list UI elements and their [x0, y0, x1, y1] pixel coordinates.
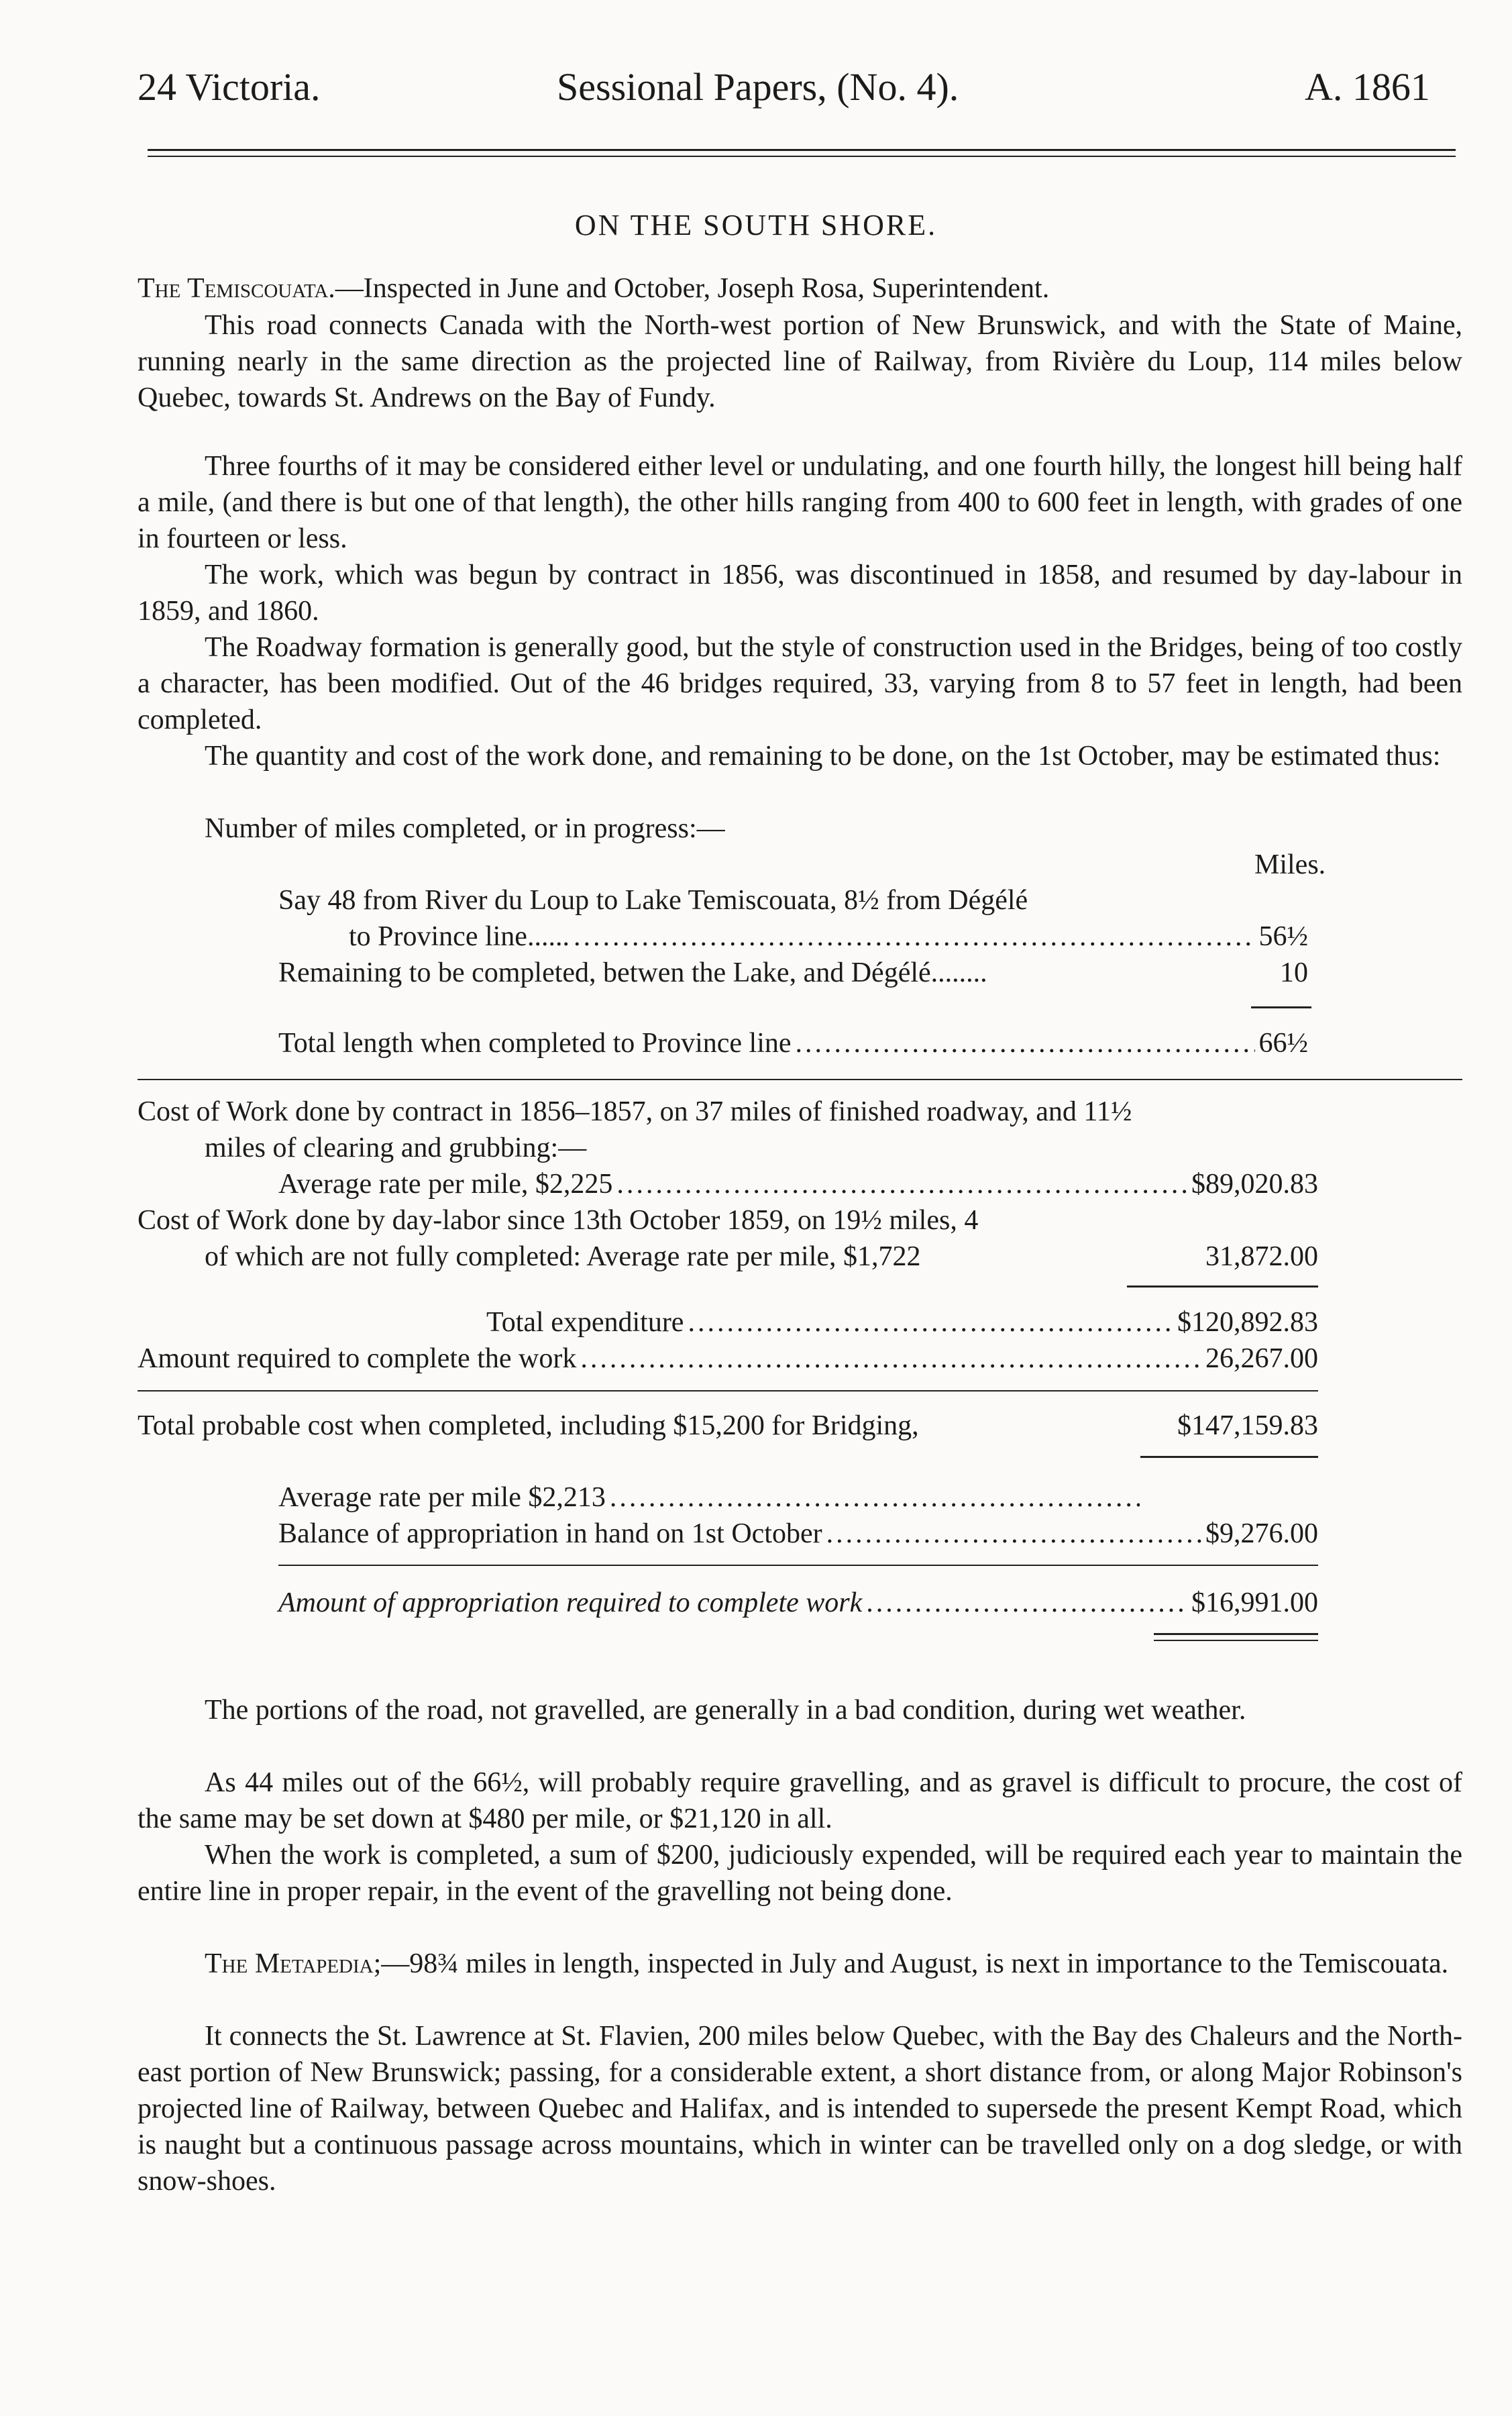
- header-rule-top: [148, 149, 1456, 151]
- total-expenditure-label: Total expenditure: [486, 1307, 684, 1338]
- amount-required-value: 26,267.00: [1205, 1343, 1318, 1374]
- paragraph: When the work is completed, a sum of $200, judiciously expended, will be required each year to maintain the entire line in proper repair, in the event of the gravelling not being done.: [138, 1840, 1462, 1907]
- temiscouata-intro: —Inspected in June and October, Joseph Rosa, Superintendent.: [335, 273, 1050, 304]
- section-title: ON THE SOUTH SHORE.: [574, 209, 938, 242]
- header-volume: 24 Victoria.: [138, 65, 321, 109]
- miles-total-row: [278, 1025, 1308, 1061]
- probable-cost-row: [138, 1408, 1318, 1444]
- miles-total-value: 66½: [1258, 1028, 1308, 1059]
- miles-row-2: [278, 955, 1308, 991]
- paragraph: Number of miles completed, or in progress:—: [205, 813, 725, 844]
- cost-sum-rule-1: [1127, 1285, 1318, 1288]
- header-year: A. 1861: [1305, 65, 1430, 109]
- average-rate-row: [278, 1479, 1144, 1516]
- miles-row-2-value: 10: [1280, 957, 1308, 988]
- daylabor-value: 31,872.00: [1205, 1241, 1318, 1272]
- final-sum-rule-1: [1154, 1633, 1318, 1635]
- balance-label: Balance of appropriation in hand on 1st October: [278, 1518, 822, 1549]
- paragraph: The quantity and cost of the work done, and remaining to be done, on the 1st October, may be estimated thus:: [205, 741, 1441, 772]
- probable-sum-rule: [1140, 1456, 1318, 1458]
- miles-total-label: Total length when completed to Province line: [278, 1028, 792, 1059]
- amount-appropriation-label: Amount of appropriation required to complete work: [278, 1587, 863, 1618]
- probable-cost-label: Total probable cost when completed, including $15,200 for Bridging,: [138, 1410, 919, 1441]
- contract-line-2: miles of clearing and grubbing:—: [205, 1133, 587, 1163]
- metapedia-text: —98¾ miles in length, inspected in July and August, is next in importance to the Temiscouata.: [381, 1948, 1449, 1979]
- temiscouata-heading: [138, 270, 1049, 307]
- balance-value: $9,276.00: [1205, 1518, 1318, 1549]
- amount-appropriation-row: [278, 1585, 1318, 1621]
- header-rule-bottom: [148, 156, 1456, 157]
- miles-row-1-value: 56½: [1258, 921, 1308, 952]
- header-series: Sessional Papers, (No. 4).: [557, 65, 959, 109]
- temiscouata-run-in: The Temiscouata.: [138, 273, 335, 304]
- amount-required-label: Amount required to complete the work: [138, 1343, 577, 1374]
- contract-value: $89,020.83: [1191, 1169, 1318, 1200]
- balance-divider: [278, 1565, 1318, 1566]
- amount-appropriation-value: $16,991.00: [1191, 1587, 1318, 1618]
- probable-cost-value: $147,159.83: [1177, 1410, 1318, 1441]
- contract-rate-label: Average rate per mile, $2,225: [278, 1169, 613, 1200]
- metapedia-run-in: The Metapedia;: [205, 1948, 382, 1979]
- balance-row: [278, 1516, 1318, 1552]
- miles-sum-rule: [1251, 1006, 1311, 1008]
- daylabor-label: of which are not fully completed: Average rate per mile, $1,722: [205, 1241, 921, 1272]
- cost-divider: [138, 1390, 1318, 1391]
- miles-row-2-label: Remaining to be completed, betwen the Lake, and Dégélé........: [278, 957, 987, 988]
- paragraph: Three fourths of it may be considered either level or undulating, and one fourth hilly, the longest hill being half a mile, (and there is but one of that length), the other hills ranging from 400 to 600 feet in length, with grades of one in fourteen or less.: [138, 451, 1462, 554]
- paragraph: This road connects Canada with the North-west portion of New Brunswick, and with the State of Maine, running nearly in the same direction as the projected line of Railway, from Rivière du Loup, 114 miles below Quebec, towards St. Andrews on the Bay of Fundy.: [138, 310, 1462, 413]
- daylabor-row: [205, 1239, 1318, 1275]
- miles-column-header: Miles.: [1254, 849, 1326, 880]
- contract-rate-row: [278, 1166, 1318, 1202]
- daylabor-line-1: Cost of Work done by day-labor since 13th October 1859, on 19½ miles, 4: [138, 1205, 979, 1236]
- miles-row-1-label: to Province line......: [349, 921, 570, 952]
- paragraph: The Roadway formation is generally good, but the style of construction used in the Bridges, being of too costly a character, has been modified. Out of the 46 bridges required, 33, varying from 8 to 57 feet in length, had been completed.: [138, 632, 1462, 735]
- average-rate-label: Average rate per mile $2,213: [278, 1482, 606, 1513]
- paragraph: The work, which was begun by contract in 1856, was discontinued in 1858, and resumed by day-labour in 1859, and 1860.: [138, 560, 1462, 627]
- metapedia-paragraph: [138, 1946, 1462, 1982]
- section-divider: [138, 1079, 1462, 1080]
- miles-row-1-text: Say 48 from River du Loup to Lake Temiscouata, 8½ from Dégélé: [278, 885, 1028, 916]
- total-expenditure-row: [486, 1304, 1318, 1341]
- paragraph: As 44 miles out of the 66½, will probably require gravelling, and as gravel is difficult to procure, the cost of the same may be set down at $480 per mile, or $21,120 in all.: [138, 1767, 1462, 1834]
- paragraph: The portions of the road, not gravelled, are generally in a bad condition, during wet weather.: [205, 1695, 1246, 1726]
- miles-row-1: [349, 918, 1308, 955]
- paragraph: It connects the St. Lawrence at St. Flavien, 200 miles below Quebec, with the Bay des Chaleurs and the North-east portion of New Brunswick; passing, for a considerable extent, a short distance from, or along Major Robinson's projected line of Railway, between Quebec and Halifax, and is intended to supersede the present Kempt Road, which is naught but a continuous passage across mountains, which in winter can be travelled only on a dog sledge, or with snow-shoes.: [138, 2021, 1462, 2197]
- contract-line-1: Cost of Work done by contract in 1856–1857, on 37 miles of finished roadway, and 11½: [138, 1096, 1132, 1127]
- final-sum-rule-2: [1154, 1640, 1318, 1641]
- total-expenditure-value: $120,892.83: [1177, 1307, 1318, 1338]
- amount-required-row: [138, 1341, 1318, 1377]
